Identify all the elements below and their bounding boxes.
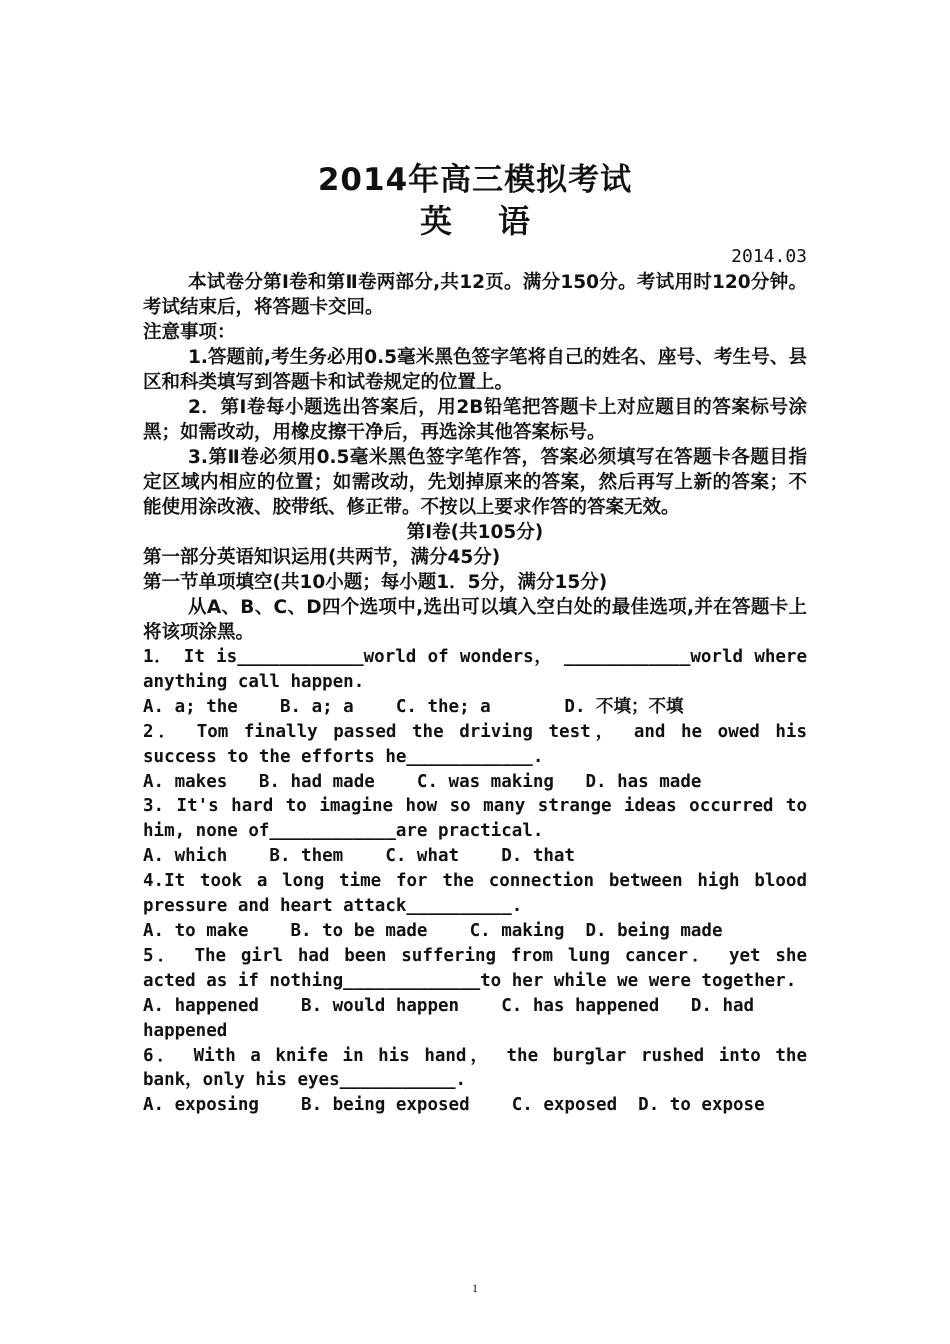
intro-paragraph: 本试卷分第Ⅰ卷和第Ⅱ卷两部分,共12页。满分150分。考试用时120分钟。考试结束后，将答题卡交回。	[143, 272, 807, 318]
question-options: A. to make B. to be made C. making D. being made	[143, 920, 723, 941]
subsection-heading: 第一节单项填空(共10小题；每小题1．5分，满分15分)	[143, 572, 608, 593]
exam-page	[143, 160, 807, 1118]
exam-date: 2014.03	[731, 246, 807, 267]
question-stem: 2． Tom finally passed the driving test， and he owed his success to the efforts he____________.	[143, 721, 807, 767]
question-stem: 1． It is____________world of wonders， ____________world where anything call happen.	[143, 647, 807, 692]
question-options: A. makes B. had made C. was making D. has made	[143, 771, 702, 792]
instruction-text: 从A、B、C、D四个选项中,选出可以填入空白处的最佳选项,并在答题卡上将该项涂黑。	[143, 597, 807, 643]
note-item: 1.答题前,考生务必用0.5毫米黑色签字笔将自己的姓名、座号、考生号、县区和科类填写到答题卡和试卷规定的位置上。	[143, 347, 807, 393]
page-number: 1	[472, 1281, 478, 1295]
question-stem: 6． With a knife in his hand， the burglar rushed into the bank，only his eyes___________.	[143, 1045, 807, 1091]
question-options: A. happened B. would happen C. has happened D. had happened	[143, 995, 755, 1041]
subject-title: 英语	[419, 202, 576, 240]
exam-title: 2014年高三模拟考试	[317, 162, 633, 198]
question-list	[143, 645, 807, 1118]
note-item: 3.第Ⅱ卷必须用0.5毫米黑色签字笔作答，答案必须填写在答题卡各题目指定区域内相应的位置；如需改动，先划掉原来的答案，然后再写上新的答案；不能使用涂改液、胶带纸、修正带。不按以上要求作答的答案无效。	[143, 447, 807, 518]
note-item: 2．第Ⅰ卷每小题选出答案后，用2B铅笔把答题卡上对应题目的答案标号涂黑；如需改动，用橡皮擦干净后，再选涂其他答案标号。	[143, 397, 807, 443]
question-options: A. which B. them C. what D. that	[143, 846, 575, 867]
question-stem: 4.It took a long time for the connection between high blood pressure and heart attack__________.	[143, 871, 807, 917]
section-heading: 第一部分英语知识运用(共两节，满分45分)	[143, 547, 501, 568]
question-options: A. exposing B. being exposed C. exposed D. to expose	[143, 1095, 765, 1116]
part-heading: 第Ⅰ卷(共105分)	[406, 522, 544, 543]
question-stem: 5． The girl had been suffering from lung cancer． yet she acted as if nothing_____________to her while we were together.	[143, 945, 807, 991]
notes-heading: 注意事项：	[143, 322, 236, 343]
question-options: A. a; the B. a; a C. the; a D. 不填；不填	[143, 696, 684, 717]
question-stem: 3. It's hard to imagine how so many strange ideas occurred to him, none of____________are practical.	[143, 796, 807, 842]
